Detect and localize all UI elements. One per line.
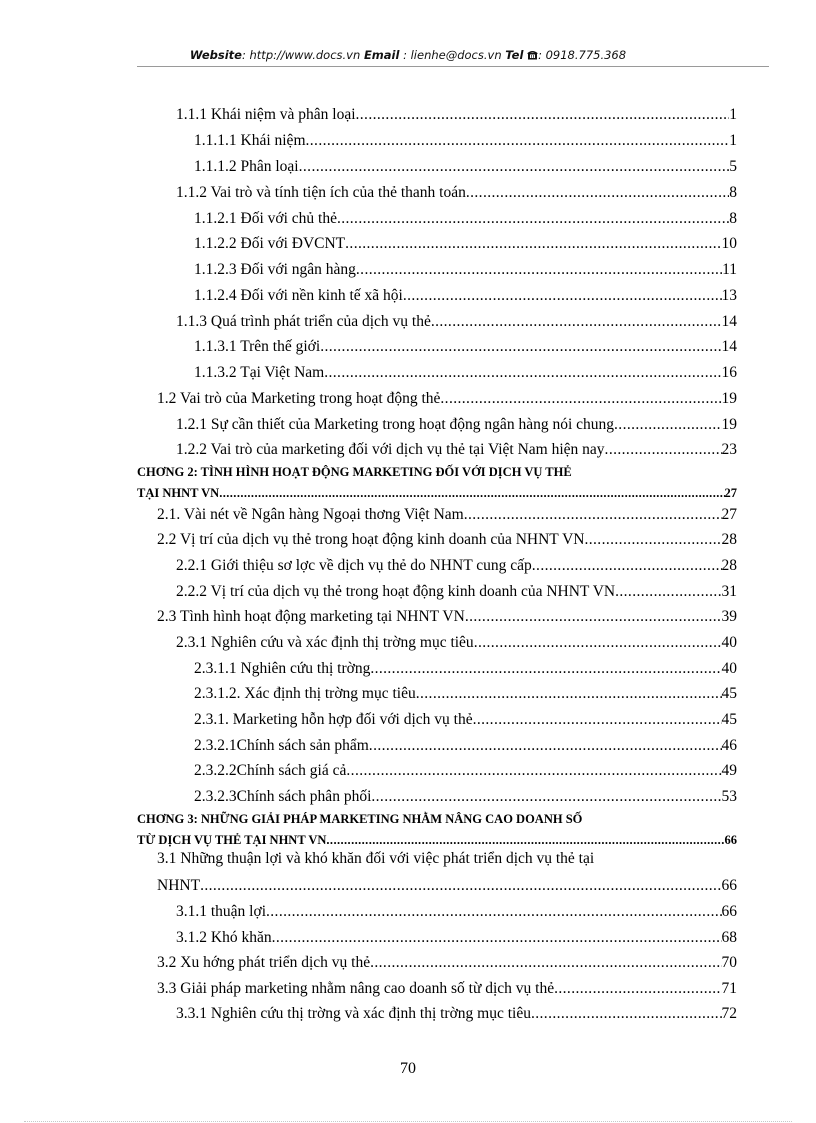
- toc-entry-page: 70: [721, 954, 737, 971]
- toc-entry: [194, 684, 737, 704]
- toc-entry-page: 14: [721, 313, 737, 330]
- toc-entry-title: 2.2 Vị trí của dịch vụ thẻ trong hoạt động kinh doanh của NHNT VN: [157, 531, 585, 548]
- toc-entry: [176, 902, 737, 922]
- toc-entry-page: 40: [721, 634, 737, 651]
- toc-entry-title: 2.3.1 Nghiên cứu và xác định thị trờng mục tiêu: [176, 634, 474, 651]
- toc-entry-title: 2.2.1 Giới thiệu sơ lợc về dịch vụ thẻ do NHNT cung cấp: [176, 557, 532, 574]
- toc-entry-page: 53: [721, 788, 737, 805]
- toc-entry: [176, 1004, 737, 1024]
- toc-entry-page: 72: [721, 1005, 737, 1022]
- toc-entry-title: 1.1.1.1 Khái niệm: [194, 132, 306, 149]
- toc-entry: [194, 234, 737, 254]
- toc-entry-page: 19: [721, 416, 737, 433]
- toc-entry-page: 39: [721, 608, 737, 625]
- email-label: Email: [363, 48, 400, 62]
- toc-entry-page: 1: [729, 132, 737, 149]
- toc-entry-title: 2.3 Tình hình hoạt động marketing tại NHNT VN: [157, 608, 465, 625]
- toc-entry: [137, 830, 737, 850]
- toc-entry: [176, 556, 737, 576]
- toc-entry-page: 14: [721, 338, 737, 355]
- toc-entry-page: 68: [721, 929, 737, 946]
- page-number: 70: [400, 1060, 416, 1077]
- toc-entry-title: 1.1.3.1 Trên thế giới: [194, 338, 321, 355]
- toc-entry-title: 1.1.1.2 Phân loại: [194, 158, 299, 175]
- toc-entry: [176, 582, 737, 602]
- toc-entry: [157, 530, 737, 550]
- toc-entry: [194, 761, 737, 781]
- toc-entry: [157, 607, 737, 627]
- toc-entry-page: 16: [721, 364, 737, 381]
- toc-entry-title: 1.1.1 Khái niệm và phân loại: [176, 106, 356, 123]
- toc-entry: [157, 979, 737, 999]
- toc-entry-title: 3.1.2 Khó khăn: [176, 929, 272, 946]
- toc-entry-page: 28: [721, 531, 737, 548]
- toc-entry-title: 3.2 Xu hớng phát triển dịch vụ thẻ: [157, 954, 371, 971]
- toc-entry-title: 3.3.1 Nghiên cứu thị trờng và xác định thị trờng mục tiêu: [176, 1005, 531, 1022]
- toc-entry: [157, 389, 737, 409]
- toc-entry: [137, 483, 737, 503]
- toc-entry-page: 8: [729, 184, 737, 201]
- toc-entry-title: 1.1.2.4 Đối với nền kinh tế xã hội: [194, 287, 403, 304]
- toc-entry: [157, 876, 737, 896]
- toc-entry-title: 2.2.2 Vị trí của dịch vụ thẻ trong hoạt động kinh doanh của NHNT VN: [176, 583, 616, 600]
- toc-entry-page: 66: [721, 877, 737, 894]
- toc-entry-title: 3.1.1 thuận lợi: [176, 903, 266, 920]
- toc-entry: [176, 312, 737, 332]
- toc-entry-title: TẠI NHNT VN: [137, 486, 220, 500]
- toc-entry-title: 2.3.2.3Chính sách phân phối: [194, 788, 372, 805]
- website-label: Website: [189, 48, 242, 62]
- toc-entry-page: 27: [724, 486, 737, 500]
- toc-entry-title: 1.2.1 Sự cần thiết của Marketing trong hoạt động ngân hàng nói chung: [176, 416, 615, 433]
- toc-entry-title: 2.3.1.2. Xác định thị trờng mục tiêu: [194, 685, 416, 702]
- toc-entry-title: 2.1. Vài nét về Ngân hàng Ngoại thơng Việt Nam: [157, 506, 464, 523]
- toc-entry: [157, 505, 737, 525]
- toc-entry: [194, 209, 737, 229]
- toc-entry-title: 2.3.1.1 Nghiên cứu thị trờng: [194, 660, 371, 677]
- toc-entry: [176, 928, 737, 948]
- toc-entry-title: 1.2.2 Vai trò của marketing đối với dịch vụ thẻ tại Việt Nam hiện nay: [176, 441, 605, 458]
- toc-entry: [157, 953, 737, 973]
- toc-entry-title: 3.3 Giải pháp marketing nhằm nâng cao doanh số từ dịch vụ thẻ: [157, 980, 555, 997]
- toc-entry: [194, 736, 737, 756]
- toc-entry-page: 5: [729, 158, 737, 175]
- chapter-heading: CHƠNG 2: TÌNH HÌNH HOẠT ĐỘNG MARKETING ĐỐI VỚI DỊCH VỤ THẺ: [137, 465, 572, 479]
- toc-entry: [194, 131, 737, 151]
- toc-entry: [194, 787, 737, 807]
- toc-entry-page: 46: [721, 737, 737, 754]
- toc-entry: [194, 260, 737, 280]
- toc-entry: [176, 440, 737, 460]
- toc-entry-title: TỪ DỊCH VỤ THẺ TẠI NHNT VN: [137, 833, 327, 847]
- toc-entry-page: 28: [721, 557, 737, 574]
- toc-entry-page: 66: [721, 903, 737, 920]
- toc-entry-title: 2.3.1. Marketing hỗn hợp đối với dịch vụ thẻ: [194, 711, 473, 728]
- toc-entry: [194, 157, 737, 177]
- toc-entry: [176, 415, 737, 435]
- toc-entry-title: 1.1.2.1 Đối với chủ thẻ: [194, 210, 337, 227]
- toc-entry: [194, 710, 737, 730]
- toc-entry: [176, 183, 737, 203]
- toc-entry-page: 10: [721, 235, 737, 252]
- toc-entry-page: 8: [729, 210, 737, 227]
- toc-entry-title: 1.1.2.3 Đối với ngân hàng: [194, 261, 356, 278]
- toc-entry-page: 1: [729, 106, 737, 123]
- toc-entry-page: 45: [721, 711, 737, 728]
- toc-entry-page: 45: [721, 685, 737, 702]
- website-value: : http://www.docs.vn: [241, 48, 361, 62]
- toc-entry-title-line: 3.1 Những thuận lợi và khó khăn đối với việc phát triển dịch vụ thẻ tại: [157, 850, 595, 867]
- toc-entry: [194, 337, 737, 357]
- toc-entry: [194, 659, 737, 679]
- toc-entry: [176, 633, 737, 653]
- toc-entry-title: 2.3.2.1Chính sách sản phẩm: [194, 737, 369, 754]
- tel-value: : 0918.775.368: [538, 48, 627, 62]
- chapter-heading: CHƠNG 3: NHỮNG GIẢI PHÁP MARKETING NHẰM NÂNG CAO DOANH SỐ: [137, 812, 583, 826]
- toc-entry-page: 66: [724, 833, 737, 847]
- toc-entry-page: 31: [721, 583, 737, 600]
- toc-entry-title: 2.3.2.2Chính sách giá cả: [194, 762, 347, 779]
- toc-entry-title: 1.1.3.2 Tại Việt Nam: [194, 364, 325, 381]
- toc-entry-title: 1.1.2 Vai trò và tính tiện ích của thẻ thanh toán: [176, 184, 466, 201]
- toc-entry-page: 49: [721, 762, 737, 779]
- email-value: : lienhe@docs.vn: [403, 48, 502, 62]
- toc-entry-page: 71: [721, 980, 737, 997]
- toc-entry: [176, 105, 737, 125]
- toc-entry-page: 27: [721, 506, 737, 523]
- toc-entry-title: 1.1.3 Quá trình phát triển của dịch vụ thẻ: [176, 313, 431, 330]
- toc-entry-page: 23: [721, 441, 737, 458]
- toc-entry-title: NHNT: [157, 877, 201, 894]
- toc-entry-page: 40: [721, 660, 737, 677]
- page-bottom-divider: [24, 1121, 792, 1122]
- toc-entry: [194, 286, 737, 306]
- toc-entry: [194, 363, 737, 383]
- toc-entry-page: 13: [721, 287, 737, 304]
- toc-entry-page: 19: [721, 390, 737, 407]
- toc-entry-title: 1.2 Vai trò của Marketing trong hoạt động thẻ: [157, 390, 441, 407]
- toc-entry-page: 11: [722, 261, 737, 278]
- tel-label: Tel: [505, 48, 524, 62]
- toc-entry-title: 1.1.2.2 Đối với ĐVCNT: [194, 235, 346, 252]
